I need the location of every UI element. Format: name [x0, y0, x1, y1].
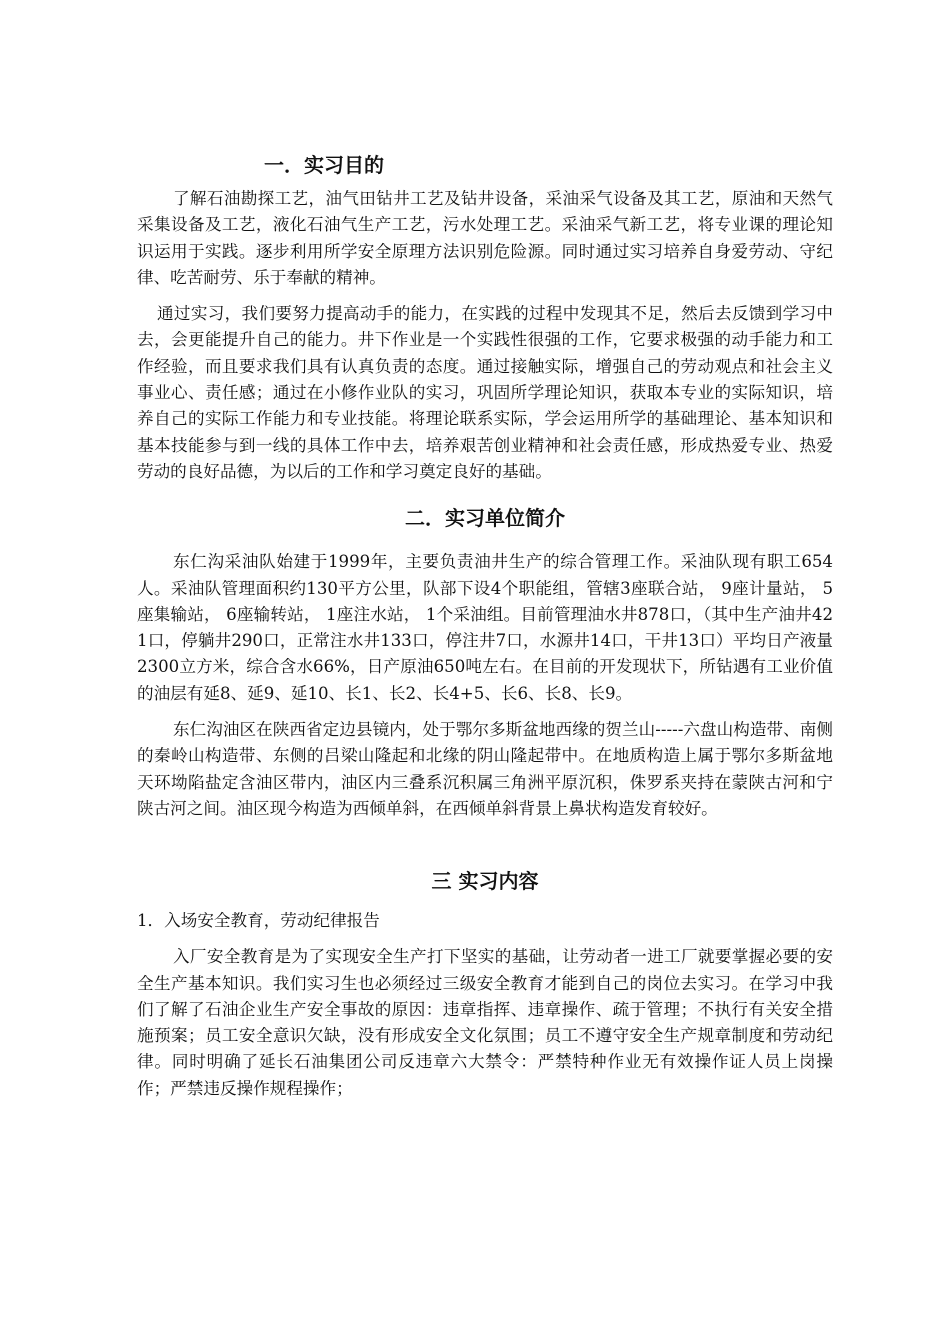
- section-3-heading: 三 实习内容: [431, 869, 539, 894]
- section-3-paragraph-1: 入厂安全教育是为了实现安全生产打下坚实的基础，让劳动者一进工厂就要掌握必要的安全生产基本知识。我们实习生也必须经过三级安全教育才能到自己的岗位去实习。在学习中我们了解了石油企业生产安全事故的原因：违章指挥、违章操作、疏于管理；不执行有关安全措施预案；员工安全意识欠缺，没有形成安全文化氛围；员工不遵守安全生产规章制度和劳动纪律。同时明确了延长石油集团公司反违章六大禁令：严禁特种作业无有效操作证人员上岗操作；严禁违反操作规程操作；: [137, 947, 833, 1098]
- section-3-subheading: 1．入场安全教育，劳动纪律报告: [137, 911, 380, 931]
- section-2-heading: 二．实习单位简介: [405, 506, 565, 531]
- document-page: [137, 150, 833, 1112]
- section-1-paragraph-2: 通过实习，我们要努力提高动手的能力，在实践的过程中发现其不足，然后去反馈到学习中去，会更能提升自己的能力。井下作业是一个实践性很强的工作，它要求极强的动手能力和工作经验，而且要求我们具有认真负责的态度。通过接触实际，增强自己的劳动观点和社会主义事业心、责任感；通过在小修作业队的实习，巩固所学理论知识，获取本专业的实际知识，培养自己的实际工作能力和专业技能。将理论联系实际，学会运用所学的基础理论、基本知识和基本技能参与到一线的具体工作中去，培养艰苦创业精神和社会责任感，形成热爱专业、热爱劳动的良好品德，为以后的工作和学习奠定良好的基础。: [137, 304, 833, 481]
- section-1-heading: 一．实习目的: [264, 153, 384, 177]
- section-2-paragraph-2: 东仁沟油区在陕西省定边县镜内，处于鄂尔多斯盆地西缘的贺兰山-----六盘山构造带、南侧的秦岭山构造带、东侧的吕梁山隆起和北缘的阴山隆起带中。在地质构造上属于鄂尔多斯盆地天环坳陷盐定含油区带内，油区内三叠系沉积属三角洲平原沉积，侏罗系夹持在蒙陕古河和宁陕古河之间。油区现今构造为西倾单斜，在西倾单斜背景上鼻状构造发育较好。: [137, 720, 833, 818]
- section-2-paragraph-1: 东仁沟采油队始建于1999年，主要负责油井生产的综合管理工作。采油队现有职工654人。采油队管理面积约130平方公里，队部下设4个职能组，管辖3座联合站， 9座计量站， 5座集输站， 6座输转站， 1座注水站， 1个采油组。目前管理油水井878口，（其中生产油井421口，停躺井290口，正常注水井133口，停注井7口，水源井14口，干井13口）平均日产液量2300立方米，综合含水66%，日产原油650吨左右。在目前的开发现状下，所钻遇有工业价值的油层有延8、延9、延10、长1、长2、长4+5、长6、长8、长9。: [137, 552, 833, 703]
- section-1-paragraph-1: 了解石油勘探工艺，油气田钻井工艺及钻井设备，采油采气设备及其工艺，原油和天然气采集设备及工艺，液化石油气生产工艺，污水处理工艺。采油采气新工艺，将专业课的理论知识运用于实践。逐步利用所学安全原理方法识别危险源。同时通过实习培养自身爱劳动、守纪律、吃苦耐劳、乐于奉献的精神。: [137, 189, 833, 287]
